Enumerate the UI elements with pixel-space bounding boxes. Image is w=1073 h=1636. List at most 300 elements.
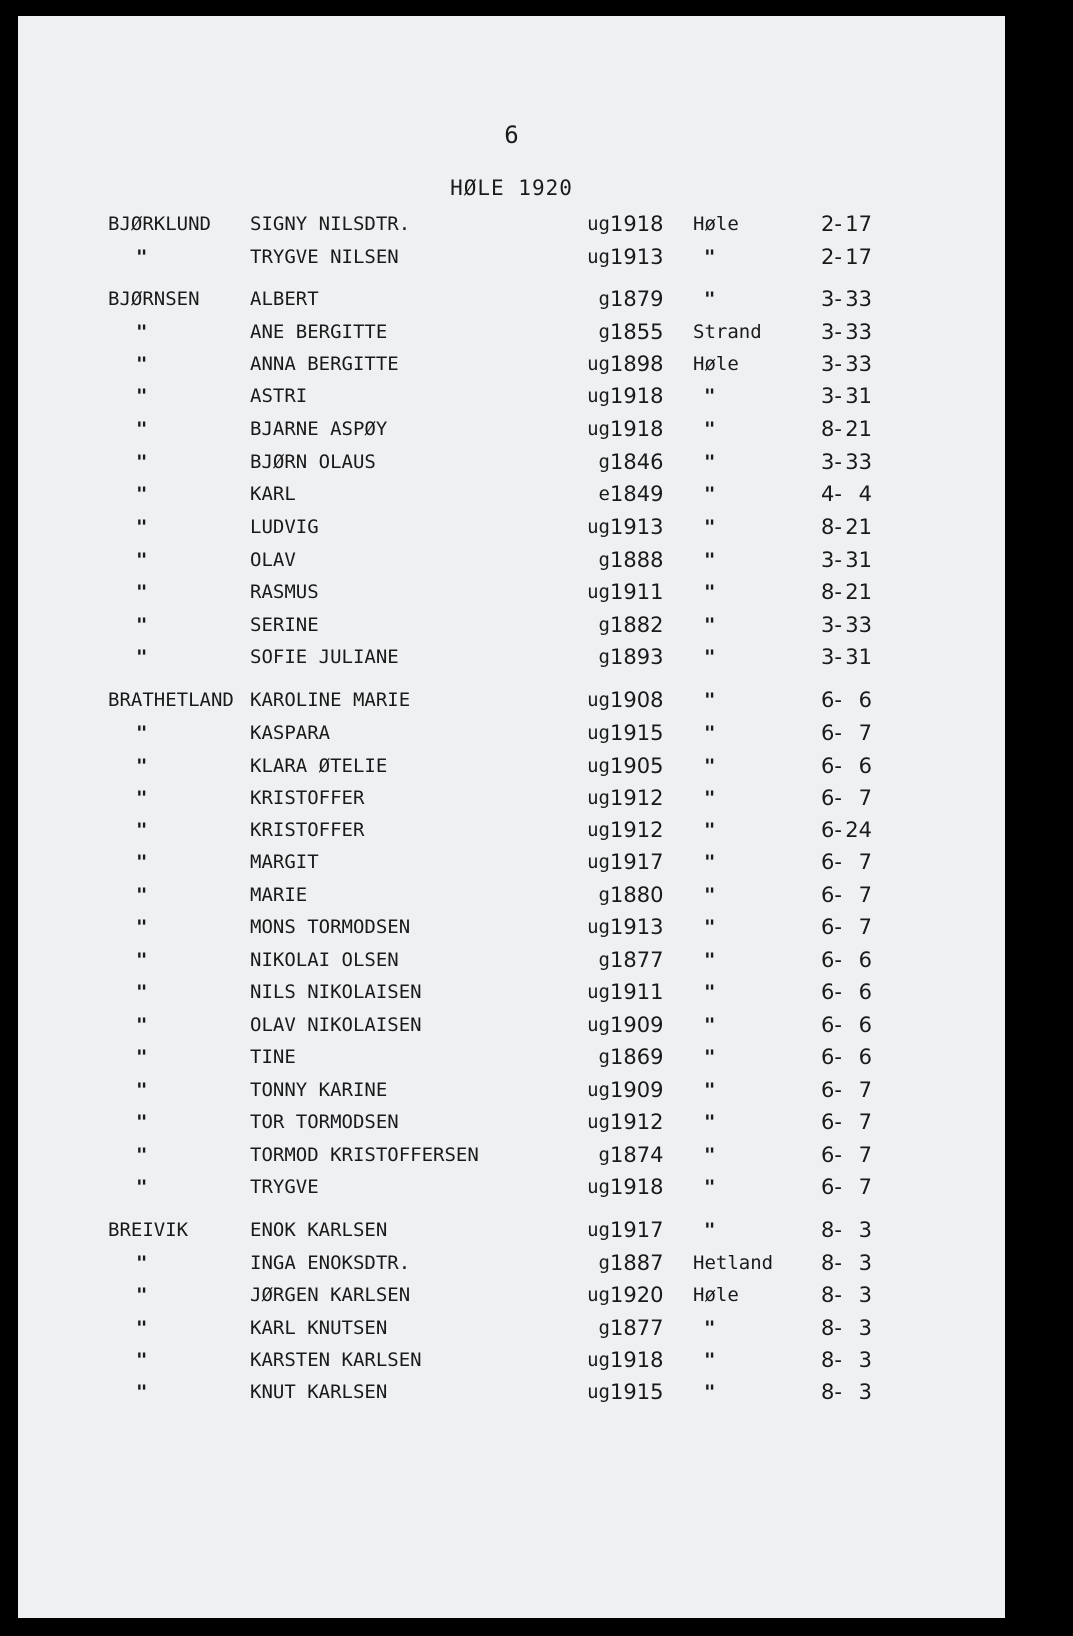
register-row <box>18 1042 1005 1072</box>
family-ditto-mark: " <box>136 949 148 971</box>
register-row <box>18 242 1005 272</box>
family-ditto-mark: " <box>136 1349 148 1371</box>
given-name: NIKOLAI OLSEN <box>250 949 399 971</box>
reference-number <box>816 751 872 781</box>
reference-part-a: 6- <box>821 883 842 907</box>
given-name: KNUT KARLSEN <box>250 1381 388 1403</box>
place-ditto-mark: " <box>704 385 716 407</box>
family-ditto-mark: " <box>136 1014 148 1036</box>
family-ditto-mark: " <box>136 246 148 268</box>
marital-status: ug <box>587 1284 610 1306</box>
reference-part-a: 8- <box>821 515 842 539</box>
register-row <box>18 414 1005 444</box>
family-ditto-mark: " <box>136 646 148 668</box>
marital-status: ug <box>587 689 610 711</box>
birth-place: Høle <box>693 213 739 235</box>
register-row <box>18 751 1005 781</box>
reference-part-a: 8- <box>821 580 842 604</box>
marital-status: e <box>598 483 610 505</box>
family-ditto-mark: " <box>136 418 148 440</box>
register-row <box>18 317 1005 347</box>
given-name: JØRGEN KARLSEN <box>250 1284 411 1306</box>
given-name: KLARA ØTELIE <box>250 755 388 777</box>
reference-part-a: 6- <box>821 850 842 874</box>
birth-year: 1912 <box>610 1110 664 1134</box>
reference-part-a: 8- <box>821 1380 842 1404</box>
given-name: KAROLINE MARIE <box>250 689 411 711</box>
reference-number <box>816 1010 872 1040</box>
reference-part-a: 2- <box>821 245 842 269</box>
register-row <box>18 381 1005 411</box>
family-name: BRATHETLAND <box>108 689 234 711</box>
family-ditto-mark: " <box>136 1381 148 1403</box>
reference-part-a: 8- <box>821 1251 842 1275</box>
reference-part-a: 3- <box>821 352 842 376</box>
reference-part-a: 8- <box>821 417 842 441</box>
place-ditto-mark: " <box>704 949 716 971</box>
given-name: TORMOD KRISTOFFERSEN <box>250 1144 479 1166</box>
reference-part-b: 17 <box>845 245 872 269</box>
family-ditto-mark: " <box>136 981 148 1003</box>
family-ditto-mark: " <box>136 1079 148 1101</box>
given-name: MARIE <box>250 884 308 906</box>
place-ditto-mark: " <box>704 288 716 310</box>
reference-number <box>816 1042 872 1072</box>
reference-part-b: 7 <box>858 1110 872 1134</box>
reference-number <box>816 815 872 845</box>
reference-part-b: 6 <box>858 980 872 1004</box>
marital-status: ug <box>587 1111 610 1133</box>
reference-part-b: 31 <box>845 548 872 572</box>
reference-part-b: 7 <box>858 850 872 874</box>
reference-part-a: 6- <box>821 1078 842 1102</box>
register-row <box>18 479 1005 509</box>
family-ditto-mark: " <box>136 722 148 744</box>
birth-year: 1855 <box>610 320 664 344</box>
birth-year: 1888 <box>610 548 664 572</box>
birth-year: 1874 <box>610 1143 664 1167</box>
family-ditto-mark: " <box>136 884 148 906</box>
place-ditto-mark: " <box>704 819 716 841</box>
marital-status: g <box>598 451 610 473</box>
place-ditto-mark: " <box>704 981 716 1003</box>
reference-number <box>816 577 872 607</box>
reference-number <box>816 317 872 347</box>
register-row <box>18 642 1005 672</box>
register-row <box>18 512 1005 542</box>
birth-year: 1913 <box>610 915 664 939</box>
given-name: BJARNE ASPØY <box>250 418 388 440</box>
birth-year: 1918 <box>610 1175 664 1199</box>
family-name: BREIVIK <box>108 1219 189 1241</box>
marital-status: g <box>598 614 610 636</box>
register-row <box>18 1248 1005 1278</box>
marital-status: ug <box>587 246 610 268</box>
marital-status: g <box>598 646 610 668</box>
birth-year: 1915 <box>610 721 664 745</box>
marital-status: ug <box>587 851 610 873</box>
place-ditto-mark: " <box>704 1144 716 1166</box>
reference-part-a: 6- <box>821 1143 842 1167</box>
family-ditto-mark: " <box>136 549 148 571</box>
reference-part-b: 4 <box>858 482 872 506</box>
marital-status: g <box>598 1252 610 1274</box>
family-ditto-mark: " <box>136 916 148 938</box>
place-ditto-mark: " <box>704 1176 716 1198</box>
birth-year: 1849 <box>610 482 664 506</box>
given-name: TRYGVE <box>250 1176 319 1198</box>
place-ditto-mark: " <box>704 246 716 268</box>
place-ditto-mark: " <box>704 787 716 809</box>
reference-part-a: 8- <box>821 1316 842 1340</box>
reference-part-b: 17 <box>845 212 872 236</box>
family-ditto-mark: " <box>136 385 148 407</box>
reference-number <box>816 610 872 640</box>
birth-year: 1917 <box>610 1218 664 1242</box>
marital-status: ug <box>587 385 610 407</box>
register-row <box>18 977 1005 1007</box>
register-row <box>18 577 1005 607</box>
register-row <box>18 783 1005 813</box>
reference-part-a: 6- <box>821 786 842 810</box>
place-ditto-mark: " <box>704 851 716 873</box>
place-ditto-mark: " <box>704 1381 716 1403</box>
reference-part-b: 24 <box>845 818 872 842</box>
birth-year: 1877 <box>610 948 664 972</box>
marital-status: ug <box>587 755 610 777</box>
marital-status: ug <box>587 1079 610 1101</box>
marital-status: ug <box>587 1014 610 1036</box>
reference-number <box>816 1107 872 1137</box>
reference-part-b: 7 <box>858 786 872 810</box>
reference-part-b: 6 <box>858 1045 872 1069</box>
reference-part-a: 2- <box>821 212 842 236</box>
reference-part-b: 7 <box>858 1078 872 1102</box>
reference-number <box>816 685 872 715</box>
given-name: TOR TORMODSEN <box>250 1111 399 1133</box>
reference-part-b: 3 <box>858 1380 872 1404</box>
register-row <box>18 1345 1005 1375</box>
given-name: KRISTOFFER <box>250 787 365 809</box>
reference-number <box>816 209 872 239</box>
birth-year: 1917 <box>610 850 664 874</box>
register-row <box>18 209 1005 239</box>
given-name: OLAV <box>250 549 296 571</box>
reference-number <box>816 349 872 379</box>
reference-part-b: 33 <box>845 450 872 474</box>
reference-part-a: 6- <box>821 948 842 972</box>
given-name: BJØRN OLAUS <box>250 451 376 473</box>
place-ditto-mark: " <box>704 483 716 505</box>
register-row <box>18 447 1005 477</box>
reference-number <box>816 1280 872 1310</box>
marital-status: ug <box>587 916 610 938</box>
reference-part-b: 21 <box>845 515 872 539</box>
birth-year: 1909 <box>610 1078 664 1102</box>
reference-part-a: 6- <box>821 915 842 939</box>
reference-part-b: 3 <box>858 1218 872 1242</box>
reference-part-b: 6 <box>858 688 872 712</box>
reference-number <box>816 1248 872 1278</box>
marital-status: g <box>598 884 610 906</box>
reference-part-a: 6- <box>821 721 842 745</box>
birth-year: 1905 <box>610 754 664 778</box>
given-name: KARL <box>250 483 296 505</box>
family-ditto-mark: " <box>136 1144 148 1166</box>
reference-number <box>816 479 872 509</box>
given-name: ANNA BERGITTE <box>250 353 399 375</box>
family-ditto-mark: " <box>136 787 148 809</box>
register-row <box>18 284 1005 314</box>
given-name: NILS NIKOLAISEN <box>250 981 422 1003</box>
family-ditto-mark: " <box>136 1176 148 1198</box>
marital-status: g <box>598 321 610 343</box>
birth-year: 1920 <box>610 1283 664 1307</box>
birth-year: 1898 <box>610 352 664 376</box>
reference-part-a: 3- <box>821 320 842 344</box>
place-ditto-mark: " <box>704 451 716 473</box>
marital-status: ug <box>587 516 610 538</box>
given-name: ENOK KARLSEN <box>250 1219 388 1241</box>
reference-number <box>816 1313 872 1343</box>
marital-status: ug <box>587 819 610 841</box>
birth-year: 1880 <box>610 883 664 907</box>
birth-year: 1913 <box>610 515 664 539</box>
marital-status: ug <box>587 418 610 440</box>
marital-status: ug <box>587 1176 610 1198</box>
birth-place: Strand <box>693 321 762 343</box>
birth-year: 1918 <box>610 1348 664 1372</box>
reference-part-a: 6- <box>821 818 842 842</box>
reference-number <box>816 414 872 444</box>
reference-part-b: 33 <box>845 320 872 344</box>
birth-year: 1877 <box>610 1316 664 1340</box>
reference-part-a: 3- <box>821 613 842 637</box>
place-ditto-mark: " <box>704 689 716 711</box>
place-ditto-mark: " <box>704 581 716 603</box>
reference-part-a: 8- <box>821 1348 842 1372</box>
birth-year: 1918 <box>610 384 664 408</box>
reference-part-a: 3- <box>821 450 842 474</box>
page-number: 6 <box>504 121 519 149</box>
given-name: MARGIT <box>250 851 319 873</box>
reference-part-b: 7 <box>858 721 872 745</box>
birth-year: 1912 <box>610 786 664 810</box>
reference-number <box>816 1075 872 1105</box>
marital-status: ug <box>587 213 610 235</box>
reference-part-a: 6- <box>821 1110 842 1134</box>
register-row <box>18 1313 1005 1343</box>
reference-number <box>816 381 872 411</box>
given-name: ANE BERGITTE <box>250 321 388 343</box>
reference-part-a: 6- <box>821 980 842 1004</box>
family-ditto-mark: " <box>136 614 148 636</box>
family-ditto-mark: " <box>136 1284 148 1306</box>
birth-year: 1869 <box>610 1045 664 1069</box>
reference-number <box>816 1140 872 1170</box>
register-row <box>18 718 1005 748</box>
reference-part-a: 6- <box>821 754 842 778</box>
register-row <box>18 1172 1005 1202</box>
birth-year: 1918 <box>610 212 664 236</box>
place-ditto-mark: " <box>704 1079 716 1101</box>
register-row <box>18 1377 1005 1407</box>
reference-part-b: 3 <box>858 1283 872 1307</box>
marital-status: ug <box>587 1381 610 1403</box>
reference-number <box>816 1377 872 1407</box>
register-row <box>18 1010 1005 1040</box>
marital-status: ug <box>587 581 610 603</box>
reference-number <box>816 718 872 748</box>
birth-year: 1911 <box>610 580 664 604</box>
place-ditto-mark: " <box>704 418 716 440</box>
place-ditto-mark: " <box>704 614 716 636</box>
family-ditto-mark: " <box>136 1252 148 1274</box>
reference-part-b: 33 <box>845 352 872 376</box>
given-name: RASMUS <box>250 581 319 603</box>
reference-part-b: 21 <box>845 417 872 441</box>
family-ditto-mark: " <box>136 353 148 375</box>
register-row <box>18 1107 1005 1137</box>
place-ditto-mark: " <box>704 722 716 744</box>
reference-part-a: 8- <box>821 1283 842 1307</box>
given-name: SOFIE JULIANE <box>250 646 399 668</box>
reference-part-a: 3- <box>821 287 842 311</box>
birth-place: Hetland <box>693 1252 774 1274</box>
given-name: SERINE <box>250 614 319 636</box>
reference-part-b: 33 <box>845 613 872 637</box>
birth-year: 1911 <box>610 980 664 1004</box>
given-name: ALBERT <box>250 288 319 310</box>
birth-place: Høle <box>693 353 739 375</box>
reference-number <box>816 512 872 542</box>
family-ditto-mark: " <box>136 755 148 777</box>
reference-part-a: 3- <box>821 645 842 669</box>
family-ditto-mark: " <box>136 451 148 473</box>
birth-year: 1918 <box>610 417 664 441</box>
register-row <box>18 1075 1005 1105</box>
register-row <box>18 1280 1005 1310</box>
reference-number <box>816 1345 872 1375</box>
register-row <box>18 610 1005 640</box>
given-name: OLAV NIKOLAISEN <box>250 1014 422 1036</box>
reference-number <box>816 847 872 877</box>
marital-status: ug <box>587 353 610 375</box>
reference-part-b: 3 <box>858 1348 872 1372</box>
reference-part-a: 6- <box>821 688 842 712</box>
place-ditto-mark: " <box>704 884 716 906</box>
birth-year: 1915 <box>610 1380 664 1404</box>
reference-number <box>816 284 872 314</box>
birth-year: 1909 <box>610 1013 664 1037</box>
reference-part-b: 6 <box>858 1013 872 1037</box>
reference-number <box>816 880 872 910</box>
reference-number <box>816 242 872 272</box>
reference-part-a: 3- <box>821 548 842 572</box>
register-row <box>18 912 1005 942</box>
given-name: TRYGVE NILSEN <box>250 246 399 268</box>
reference-part-b: 7 <box>858 1143 872 1167</box>
marital-status: g <box>598 549 610 571</box>
reference-part-b: 31 <box>845 384 872 408</box>
family-ditto-mark: " <box>136 851 148 873</box>
family-ditto-mark: " <box>136 1317 148 1339</box>
reference-part-b: 3 <box>858 1316 872 1340</box>
birth-year: 1912 <box>610 818 664 842</box>
reference-part-a: 3- <box>821 384 842 408</box>
reference-number <box>816 642 872 672</box>
page-heading: HØLE 1920 <box>450 176 573 200</box>
place-ditto-mark: " <box>704 646 716 668</box>
birth-year: 1846 <box>610 450 664 474</box>
register-row <box>18 945 1005 975</box>
place-ditto-mark: " <box>704 1349 716 1371</box>
family-ditto-mark: " <box>136 321 148 343</box>
family-ditto-mark: " <box>136 1046 148 1068</box>
reference-part-a: 6- <box>821 1175 842 1199</box>
given-name: KASPARA <box>250 722 331 744</box>
reference-part-b: 3 <box>858 1251 872 1275</box>
birth-year: 1887 <box>610 1251 664 1275</box>
place-ditto-mark: " <box>704 755 716 777</box>
family-ditto-mark: " <box>136 483 148 505</box>
reference-part-b: 6 <box>858 754 872 778</box>
reference-part-a: 4- <box>821 482 842 506</box>
given-name: KARSTEN KARLSEN <box>250 1349 422 1371</box>
given-name: SIGNY NILSDTR. <box>250 213 411 235</box>
birth-year: 1879 <box>610 287 664 311</box>
given-name: LUDVIG <box>250 516 319 538</box>
family-ditto-mark: " <box>136 1111 148 1133</box>
register-row <box>18 1140 1005 1170</box>
register-row <box>18 685 1005 715</box>
register-row <box>18 349 1005 379</box>
reference-part-b: 7 <box>858 883 872 907</box>
register-row <box>18 1215 1005 1245</box>
marital-status: g <box>598 1046 610 1068</box>
marital-status: g <box>598 288 610 310</box>
place-ditto-mark: " <box>704 1219 716 1241</box>
place-ditto-mark: " <box>704 1111 716 1133</box>
given-name: TONNY KARINE <box>250 1079 388 1101</box>
marital-status: g <box>598 949 610 971</box>
family-ditto-mark: " <box>136 819 148 841</box>
given-name: ASTRI <box>250 385 308 407</box>
register-row <box>18 847 1005 877</box>
reference-part-a: 8- <box>821 1218 842 1242</box>
reference-part-a: 6- <box>821 1045 842 1069</box>
document-page <box>18 16 1005 1618</box>
marital-status: ug <box>587 1349 610 1371</box>
register-row <box>18 880 1005 910</box>
reference-number <box>816 783 872 813</box>
register-row <box>18 545 1005 575</box>
family-name: BJØRNSEN <box>108 288 200 310</box>
family-name: BJØRKLUND <box>108 213 211 235</box>
marital-status: g <box>598 1144 610 1166</box>
given-name: INGA ENOKSDTR. <box>250 1252 411 1274</box>
reference-number <box>816 447 872 477</box>
birth-year: 1893 <box>610 645 664 669</box>
reference-number <box>816 977 872 1007</box>
family-ditto-mark: " <box>136 581 148 603</box>
place-ditto-mark: " <box>704 1317 716 1339</box>
given-name: KARL KNUTSEN <box>250 1317 388 1339</box>
marital-status: g <box>598 1317 610 1339</box>
reference-part-b: 31 <box>845 645 872 669</box>
register-row <box>18 815 1005 845</box>
place-ditto-mark: " <box>704 916 716 938</box>
